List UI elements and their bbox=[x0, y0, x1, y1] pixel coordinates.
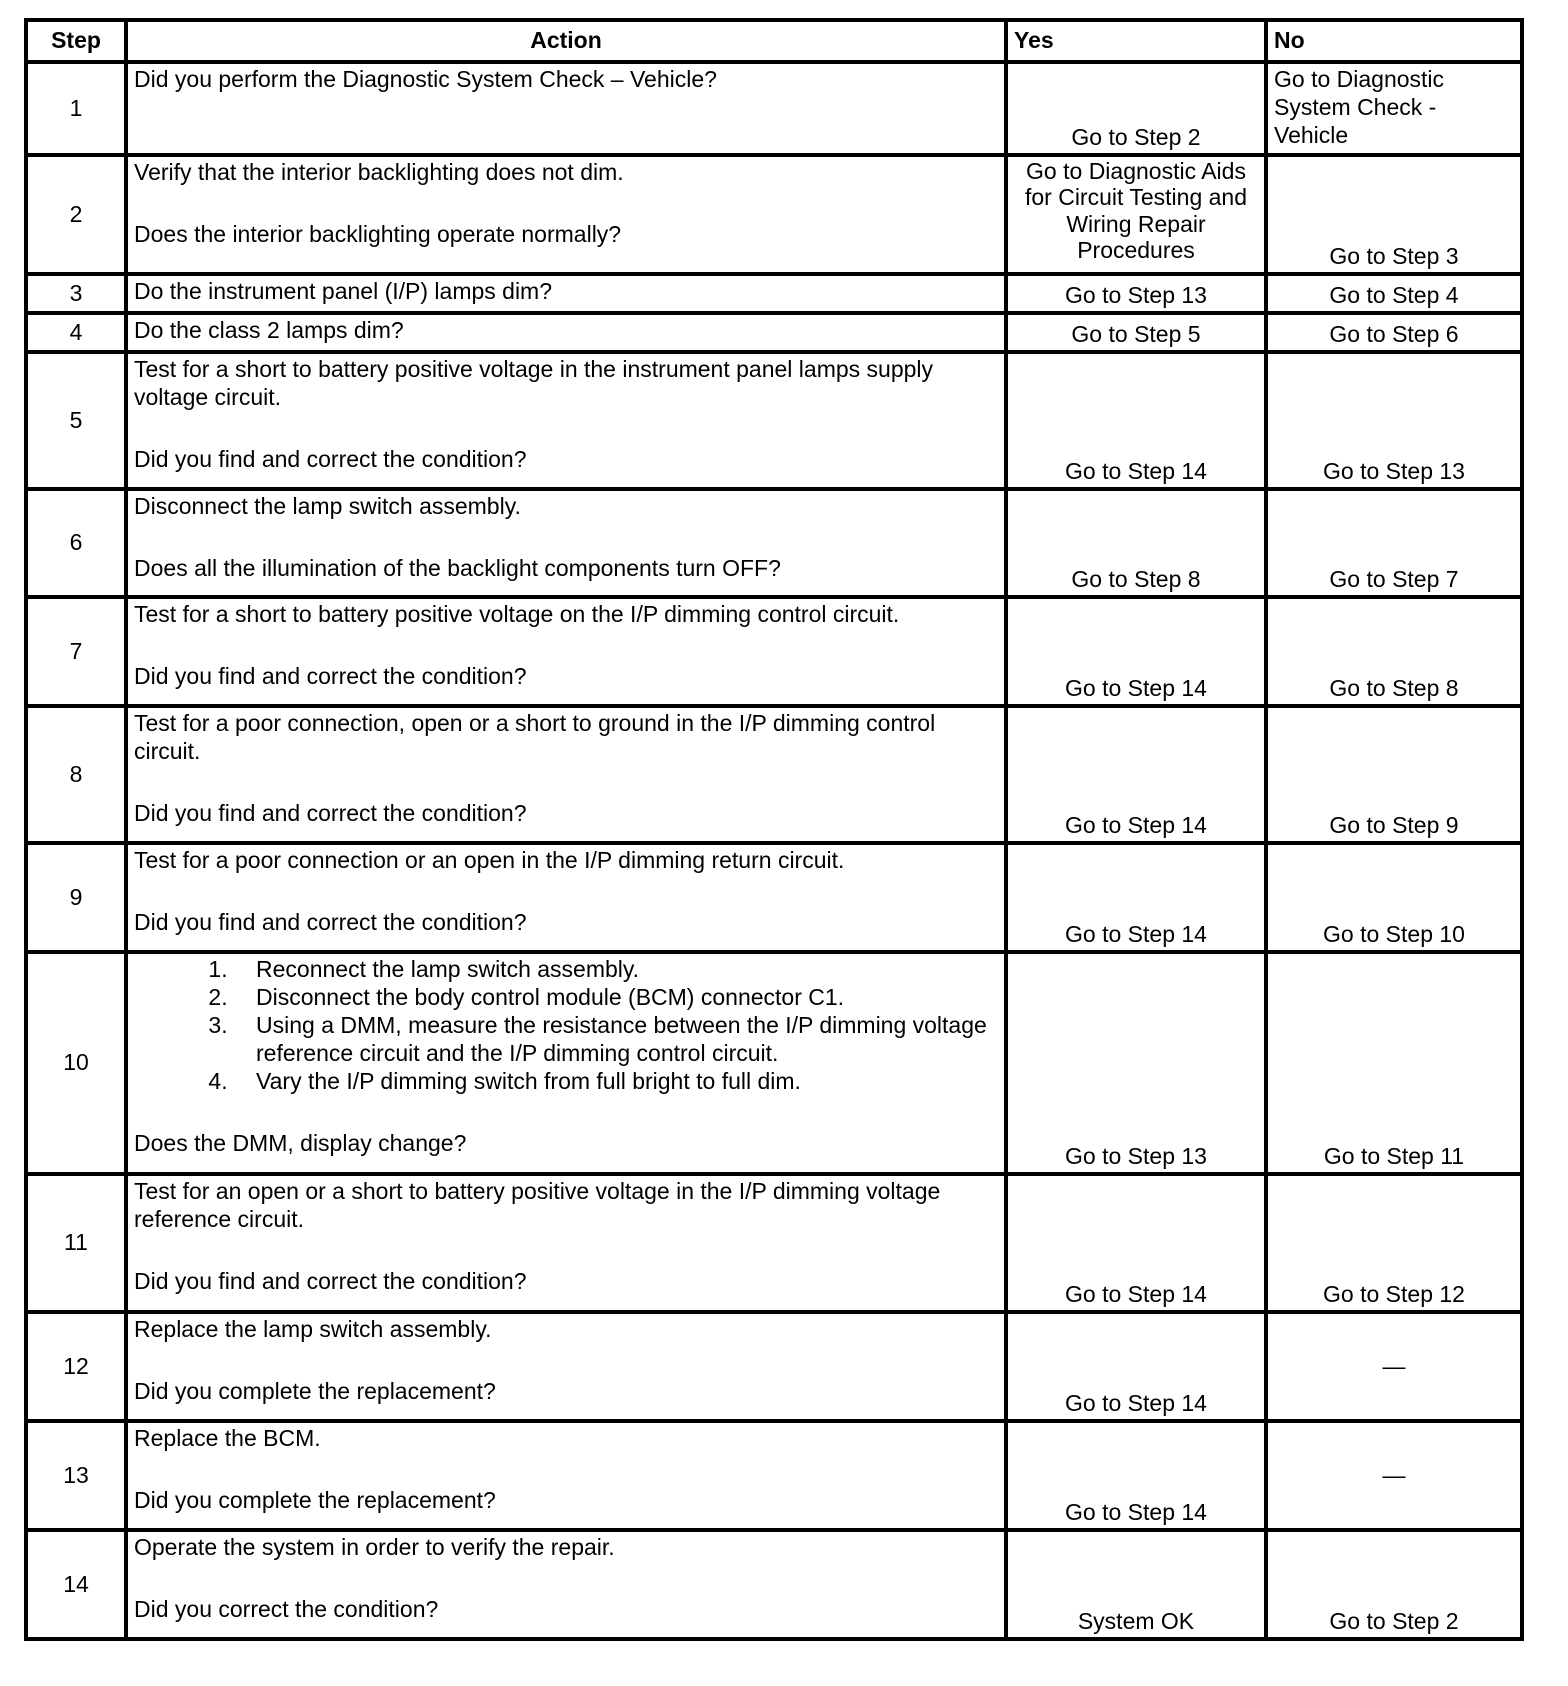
no-outcome: Go to Step 11 bbox=[1266, 952, 1522, 1174]
action-cell bbox=[126, 597, 1006, 706]
action-question: Did you find and correct the condition? bbox=[134, 663, 527, 690]
action-question: Does the DMM, display change? bbox=[134, 1130, 467, 1157]
yes-outcome: System OK bbox=[1006, 1530, 1266, 1639]
procedure-list bbox=[134, 955, 998, 1095]
step-number: 4 bbox=[26, 313, 126, 352]
action-cell bbox=[126, 706, 1006, 843]
yes-outcome: Go to Step 14 bbox=[1006, 1421, 1266, 1530]
yes-outcome: Go to Step 13 bbox=[1006, 952, 1266, 1174]
step-number: 12 bbox=[26, 1312, 126, 1421]
yes-outcome: Go to Step 14 bbox=[1006, 843, 1266, 952]
action-instruction: Test for a short to battery positive voltage on the I/P dimming control circuit. bbox=[134, 601, 900, 627]
no-outcome: Go to Step 13 bbox=[1266, 352, 1522, 489]
action-question: Does all the illumination of the backlight components turn OFF? bbox=[134, 555, 781, 582]
action-question: Did you complete the replacement? bbox=[134, 1378, 496, 1405]
action-cell bbox=[126, 1530, 1006, 1639]
action-instruction: Do the class 2 lamps dim? bbox=[134, 317, 404, 343]
yes-outcome: Go to Step 5 bbox=[1006, 313, 1266, 352]
table-row bbox=[26, 597, 1522, 706]
action-instruction: Did you perform the Diagnostic System Check – Vehicle? bbox=[134, 66, 717, 92]
yes-outcome: Go to Step 13 bbox=[1006, 274, 1266, 313]
diagnostic-table bbox=[24, 18, 1524, 1641]
no-outcome: Go to Step 2 bbox=[1266, 1530, 1522, 1639]
yes-outcome: Go to Step 14 bbox=[1006, 1174, 1266, 1312]
step-number: 10 bbox=[26, 952, 126, 1174]
action-instruction: Test for a poor connection, open or a short to ground in the I/P dimming control circuit. bbox=[134, 710, 936, 765]
table-row bbox=[26, 1174, 1522, 1312]
yes-outcome: Go to Diagnostic Aids for Circuit Testing and Wiring Repair Procedures bbox=[1006, 155, 1266, 274]
header-row bbox=[26, 20, 1522, 62]
table-row bbox=[26, 489, 1522, 597]
no-outcome: Go to Step 9 bbox=[1266, 706, 1522, 843]
step-number: 2 bbox=[26, 155, 126, 274]
yes-outcome: Go to Step 2 bbox=[1006, 62, 1266, 155]
header-yes: Yes bbox=[1006, 20, 1266, 62]
yes-outcome: Go to Step 14 bbox=[1006, 352, 1266, 489]
table-row bbox=[26, 62, 1522, 155]
action-cell bbox=[126, 1174, 1006, 1312]
table-row bbox=[26, 1421, 1522, 1530]
yes-outcome: Go to Step 14 bbox=[1006, 706, 1266, 843]
action-instruction: Do the instrument panel (I/P) lamps dim? bbox=[134, 278, 553, 304]
action-question: Did you find and correct the condition? bbox=[134, 1268, 527, 1295]
table-row bbox=[26, 155, 1522, 274]
action-cell bbox=[126, 62, 1006, 155]
action-cell bbox=[126, 1421, 1006, 1530]
step-number: 13 bbox=[26, 1421, 126, 1530]
action-cell bbox=[126, 274, 1006, 313]
action-instruction: Operate the system in order to verify the repair. bbox=[134, 1534, 615, 1560]
action-cell bbox=[126, 489, 1006, 597]
table-row bbox=[26, 1530, 1522, 1639]
step-number: 14 bbox=[26, 1530, 126, 1639]
step-number: 7 bbox=[26, 597, 126, 706]
step-number: 8 bbox=[26, 706, 126, 843]
step-number: 9 bbox=[26, 843, 126, 952]
table-row bbox=[26, 313, 1522, 352]
no-outcome: Go to Diagnostic System Check - Vehicle bbox=[1266, 62, 1522, 155]
header-step: Step bbox=[26, 20, 126, 62]
action-cell bbox=[126, 155, 1006, 274]
step-number: 3 bbox=[26, 274, 126, 313]
no-outcome: — bbox=[1266, 1312, 1522, 1421]
list-item: 4. Vary the I/P dimming switch from full bright to full dim. bbox=[234, 1067, 998, 1095]
action-instruction: Test for an open or a short to battery positive voltage in the I/P dimming voltage reference circuit. bbox=[134, 1178, 941, 1233]
action-instruction: Test for a poor connection or an open in the I/P dimming return circuit. bbox=[134, 847, 845, 873]
yes-outcome: Go to Step 14 bbox=[1006, 597, 1266, 706]
action-cell bbox=[126, 952, 1006, 1174]
action-question: Did you find and correct the condition? bbox=[134, 909, 527, 936]
action-question: Did you find and correct the condition? bbox=[134, 800, 527, 827]
list-item: 3. Using a DMM, measure the resistance between the I/P dimming voltage reference circuit and the I/P dimming control circuit. bbox=[234, 1011, 998, 1067]
action-instruction: Test for a short to battery positive voltage in the instrument panel lamps supply voltage circuit. bbox=[134, 356, 934, 411]
no-outcome: Go to Step 7 bbox=[1266, 489, 1522, 597]
action-question: Does the interior backlighting operate normally? bbox=[134, 221, 622, 248]
no-outcome: Go to Step 8 bbox=[1266, 597, 1522, 706]
yes-outcome: Go to Step 8 bbox=[1006, 489, 1266, 597]
action-question: Did you complete the replacement? bbox=[134, 1487, 496, 1514]
list-item: 2. Disconnect the body control module (BCM) connector C1. bbox=[234, 983, 998, 1011]
no-outcome: — bbox=[1266, 1421, 1522, 1530]
action-cell bbox=[126, 843, 1006, 952]
no-outcome: Go to Step 6 bbox=[1266, 313, 1522, 352]
step-number: 6 bbox=[26, 489, 126, 597]
no-outcome: Go to Step 4 bbox=[1266, 274, 1522, 313]
step-number: 1 bbox=[26, 62, 126, 155]
action-instruction: Verify that the interior backlighting does not dim. bbox=[134, 159, 624, 185]
action-instruction: Replace the BCM. bbox=[134, 1425, 321, 1451]
action-question: Did you correct the condition? bbox=[134, 1596, 439, 1623]
table-row bbox=[26, 952, 1522, 1174]
action-instruction: Replace the lamp switch assembly. bbox=[134, 1316, 492, 1342]
action-cell bbox=[126, 313, 1006, 352]
no-outcome: Go to Step 12 bbox=[1266, 1174, 1522, 1312]
yes-outcome: Go to Step 14 bbox=[1006, 1312, 1266, 1421]
no-outcome: Go to Step 3 bbox=[1266, 155, 1522, 274]
no-outcome: Go to Step 10 bbox=[1266, 843, 1522, 952]
table-row bbox=[26, 706, 1522, 843]
action-question: Did you find and correct the condition? bbox=[134, 446, 527, 473]
table-row bbox=[26, 1312, 1522, 1421]
step-number: 11 bbox=[26, 1174, 126, 1312]
table-row bbox=[26, 352, 1522, 489]
action-cell bbox=[126, 352, 1006, 489]
table-row bbox=[26, 274, 1522, 313]
table-row bbox=[26, 843, 1522, 952]
step-number: 5 bbox=[26, 352, 126, 489]
header-no: No bbox=[1266, 20, 1522, 62]
list-item: 1. Reconnect the lamp switch assembly. bbox=[234, 955, 998, 983]
header-action: Action bbox=[126, 20, 1006, 62]
action-cell bbox=[126, 1312, 1006, 1421]
action-instruction: Disconnect the lamp switch assembly. bbox=[134, 493, 521, 519]
